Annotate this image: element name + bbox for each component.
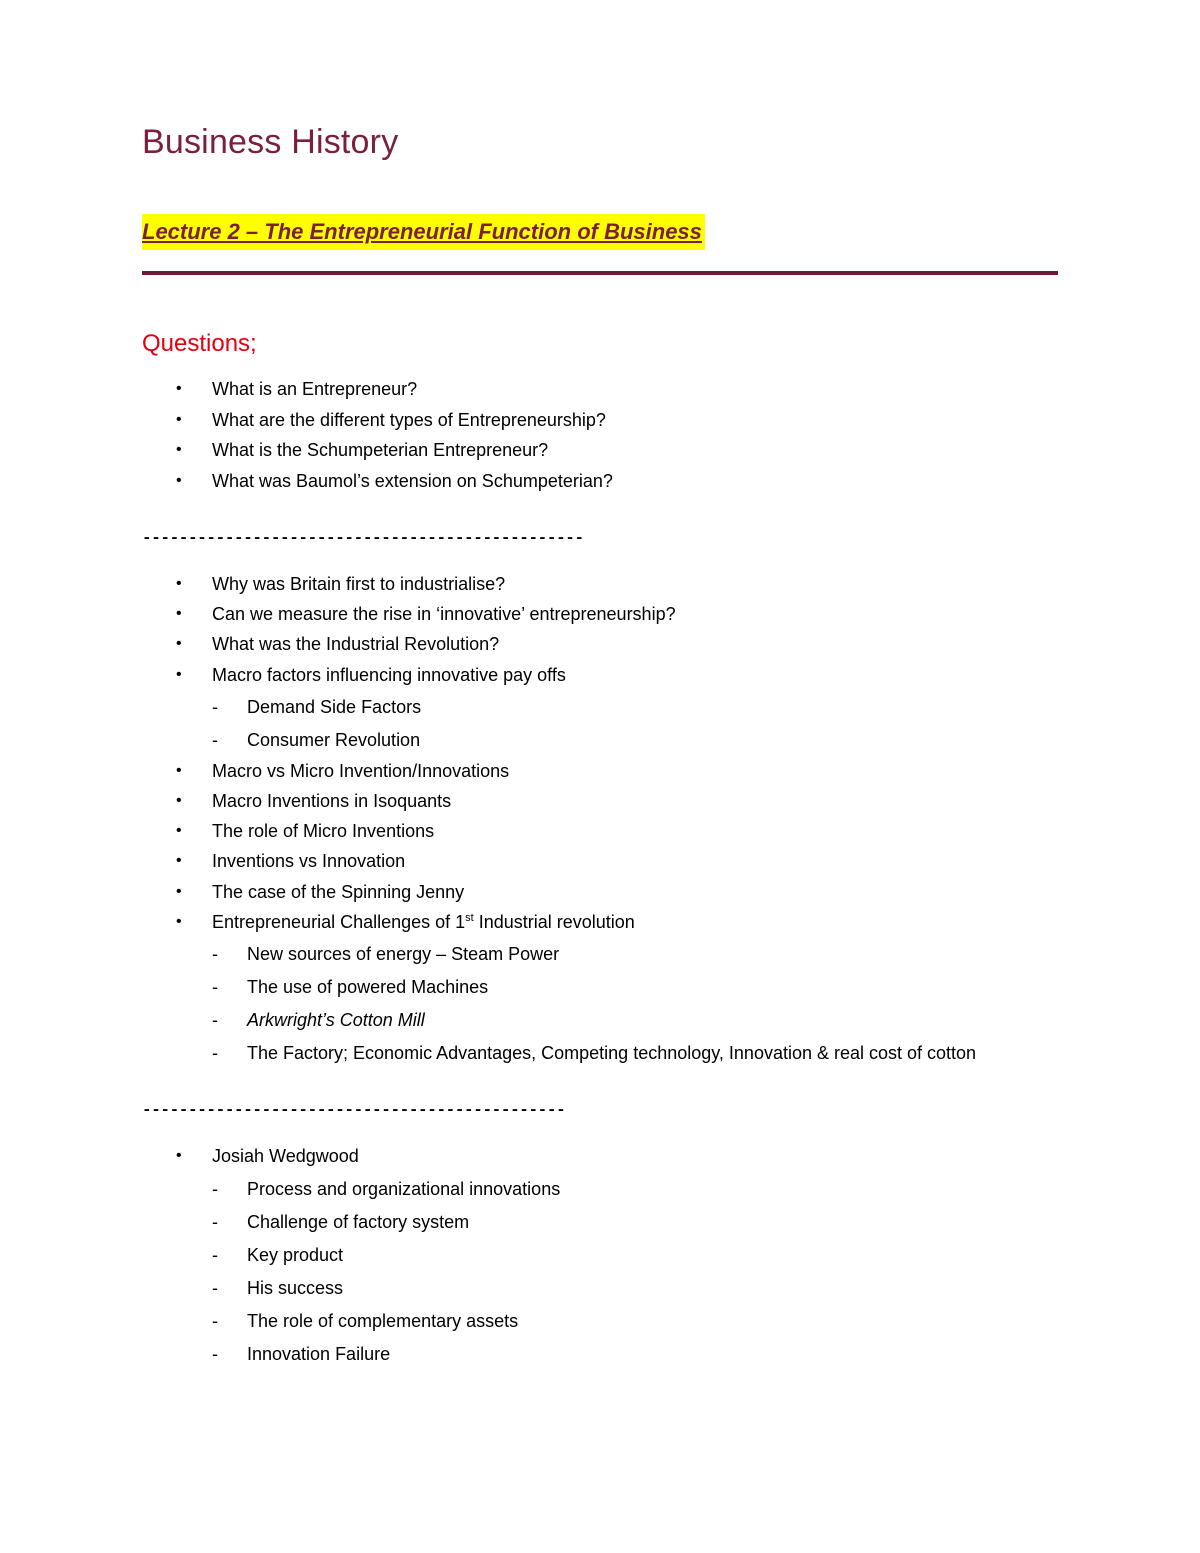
bullet-icon: •: [176, 1147, 182, 1164]
dash-icon: -: [212, 977, 218, 997]
dash-icon: -: [212, 730, 218, 750]
dash-icon: -: [212, 1043, 218, 1063]
sub-list-item-text: The role of complementary assets: [247, 1311, 519, 1331]
list-item-text: Macro vs Micro Invention/Innovations: [212, 761, 510, 781]
dash-icon: -: [212, 1278, 218, 1298]
list-item-text: What was Baumol’s extension on Schumpeterian?: [212, 471, 613, 491]
sub-list-item-text: Key product: [247, 1245, 344, 1265]
bullet-icon: •: [176, 441, 182, 458]
sub-list-item-text: The use of powered Machines: [247, 977, 489, 997]
bullet-icon: •: [176, 605, 182, 622]
sub-list-item-text: Demand Side Factors: [247, 697, 422, 717]
list-item-text: Macro factors influencing innovative pay offs: [212, 665, 566, 685]
list-item-text: The case of the Spinning Jenny: [212, 882, 465, 902]
dash-icon: -: [212, 944, 218, 964]
lecture-heading: Lecture 2 – The Entrepreneurial Function of Business: [142, 214, 705, 250]
list-item-text: The role of Micro Inventions: [212, 821, 435, 841]
sub-list-item-text: Process and organizational innovations: [247, 1179, 561, 1199]
questions-label: Questions;: [142, 330, 257, 357]
bullet-icon: •: [176, 472, 182, 489]
bullet-icon: •: [176, 762, 182, 779]
dash-icon: -: [212, 697, 218, 717]
list-item-text: [212, 910, 635, 934]
dash-icon: -: [212, 1212, 218, 1232]
sub-list-item-text: Challenge of factory system: [247, 1212, 470, 1232]
page-title: Business History: [142, 123, 399, 161]
sub-list-item-text: New sources of energy – Steam Power: [247, 944, 560, 964]
dash-icon: -: [212, 1245, 218, 1265]
list-item-text: What was the Industrial Revolution?: [212, 634, 500, 654]
sub-list-item-text: His success: [247, 1278, 344, 1298]
list-item-text: Why was Britain first to industrialise?: [212, 574, 506, 594]
ordinal-suffix: st: [465, 912, 474, 924]
bullet-icon: •: [176, 852, 182, 869]
bullet-icon: •: [176, 666, 182, 683]
bullet-icon: •: [176, 380, 182, 397]
list-item-text: What are the different types of Entrepreneurship?: [212, 410, 606, 430]
dashed-separator: ----------------------------------------------: [142, 1101, 566, 1119]
bullet-icon: •: [176, 913, 182, 930]
dash-icon: -: [212, 1311, 218, 1331]
bullet-icon: •: [176, 792, 182, 809]
list-item-text: Can we measure the rise in ‘innovative’ entrepreneurship?: [212, 604, 676, 624]
dash-icon: -: [212, 1179, 218, 1199]
sub-list-item-text: Arkwright’s Cotton Mill: [247, 1010, 425, 1030]
list-item-text: Macro Inventions in Isoquants: [212, 791, 452, 811]
sub-list-item-text: Innovation Failure: [247, 1344, 391, 1364]
bullet-icon: •: [176, 635, 182, 652]
list-item-text: What is an Entrepreneur?: [212, 379, 418, 399]
dash-icon: -: [212, 1344, 218, 1364]
list-item-text-main: Entrepreneurial Challenges of 1: [212, 912, 466, 932]
bullet-icon: •: [176, 575, 182, 592]
list-item-text-rest: Industrial revolution: [473, 912, 635, 932]
dashed-separator: ------------------------------------------------: [142, 529, 584, 547]
heading-divider: [142, 271, 1058, 275]
list-item-text: Josiah Wedgwood: [212, 1146, 359, 1166]
bullet-icon: •: [176, 822, 182, 839]
dash-icon: -: [212, 1010, 218, 1030]
sub-list-item-text: Consumer Revolution: [247, 730, 421, 750]
sub-list-item-text: The Factory; Economic Advantages, Competing technology, Innovation & real cost of cotton: [247, 1043, 977, 1063]
bullet-icon: •: [176, 883, 182, 900]
list-item-text: Inventions vs Innovation: [212, 851, 406, 871]
bullet-icon: •: [176, 411, 182, 428]
list-item-text: What is the Schumpeterian Entrepreneur?: [212, 440, 549, 460]
